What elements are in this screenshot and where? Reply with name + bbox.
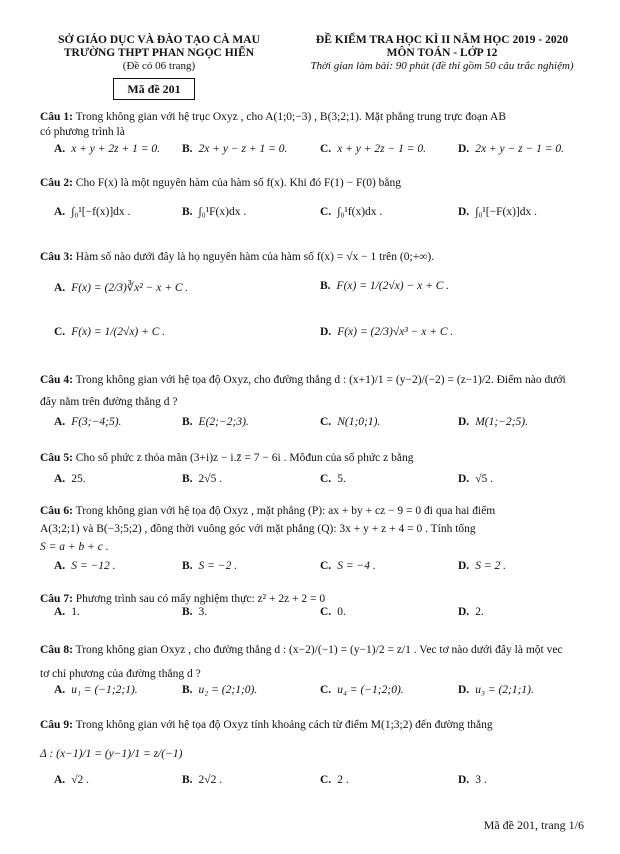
question-4 — [40, 373, 588, 410]
options-q8 — [54, 684, 594, 700]
option-c[interactable]: N(1;0;1). — [337, 416, 381, 428]
options-q9 — [54, 774, 594, 790]
question-label: Câu 5: — [40, 452, 73, 464]
option-c[interactable]: 5. — [337, 473, 346, 485]
option-c[interactable]: F(x) = 1/(2√x) + C . — [71, 326, 166, 338]
option-label: B. — [182, 143, 193, 155]
option-a[interactable]: 25. — [71, 473, 86, 485]
option-d[interactable]: M(1;−2;5). — [475, 416, 528, 428]
department-name: SỞ GIÁO DỤC VÀ ĐÀO TẠO CÀ MAU — [58, 34, 260, 46]
option-label: D. — [458, 684, 470, 696]
question-text: Trong không gian Oxyz , cho đường thẳng d : (x−2)/(−1) = (y−1)/2 = z/1 . Vec tơ nào dưới đây là một vec — [75, 644, 563, 656]
option-label: D. — [458, 560, 470, 572]
option-label: B. — [182, 416, 193, 428]
question-9 — [40, 718, 588, 762]
question-text-line2: có phương trình là — [40, 126, 125, 138]
time-note: Thời gian làm bài: 90 phút (đề thi gồm 50 câu trắc nghiệm) — [310, 60, 574, 72]
option-label: C. — [320, 774, 332, 786]
question-text: Trong không gian với hệ trục Oxyz , cho A(1;0;−3) , B(3;2;1). Mặt phẳng trung trực đoạn AB — [75, 111, 506, 123]
options-q7 — [54, 606, 594, 622]
question-text: Cho F(x) là một nguyên hàm của hàm số f(x). Khi đó F(1) − F(0) bằng — [75, 177, 402, 189]
option-label: C. — [320, 206, 332, 218]
option-a[interactable]: F(x) = (2/3)∛x² − x + C . — [71, 282, 189, 294]
question-label: Câu 1: — [40, 111, 73, 123]
question-text-line2: A(3;2;1) và B(−3;5;2) , đồng thời vuông góc với mặt phẳng (Q): 3x + y + z + 4 = 0 . Tính tổng — [40, 523, 476, 535]
option-label: A. — [54, 606, 66, 618]
option-b[interactable]: 3. — [198, 606, 208, 618]
option-d[interactable]: F(x) = (2/3)√x³ − x + C . — [337, 326, 454, 338]
question-label: Câu 9: — [40, 719, 73, 731]
option-d[interactable]: 2. — [475, 606, 484, 618]
question-text: Trong không gian với hệ tọa độ Oxyz , mặt phẳng (P): ax + by + cz − 9 = 0 đi qua hai điểm — [75, 505, 496, 517]
options-q5 — [54, 473, 594, 489]
question-text: Hàm số nào dưới đây là họ nguyên hàm của hàm số f(x) = √x − 1 trên (0;+∞). — [75, 251, 435, 263]
options-q2 — [54, 206, 594, 224]
school-name: TRƯỜNG THPT PHAN NGỌC HIỂN — [63, 47, 255, 59]
question-label: Câu 3: — [40, 251, 73, 263]
subject-title: MÔN TOÁN - LỚP 12 — [386, 47, 498, 59]
option-label: A. — [54, 416, 66, 428]
option-label: C. — [54, 326, 66, 338]
option-d[interactable]: √5 . — [475, 473, 493, 485]
option-label: D. — [458, 606, 470, 618]
option-c[interactable]: S = −4 . — [337, 560, 376, 572]
option-label: C. — [320, 560, 332, 572]
question-label: Câu 2: — [40, 177, 73, 189]
option-label: C. — [320, 606, 332, 618]
options-q3-row2 — [54, 326, 594, 344]
option-c[interactable]: ∫₀¹f(x)dx . — [337, 206, 383, 218]
question-1 — [40, 110, 588, 140]
option-label: A. — [54, 473, 66, 485]
question-label: Câu 6: — [40, 505, 73, 517]
question-text: Trong không gian với hệ tọa độ Oxyz, cho đường thẳng d : (x+1)/1 = (y−2)/(−2) = (z−1)/2. Điểm nào dưới — [75, 374, 566, 386]
option-label: B. — [182, 684, 193, 696]
question-text-line3: S = a + b + c . — [40, 541, 109, 553]
option-label: A. — [54, 206, 66, 218]
option-a[interactable]: √2 . — [71, 774, 89, 786]
option-c[interactable]: 0. — [337, 606, 346, 618]
question-text: Cho số phức z thỏa mãn (3+i)z − i.z̄ = 7 − 6i . Môđun của số phức z bằng — [75, 452, 414, 464]
option-b[interactable]: E(2;−2;3). — [198, 416, 249, 428]
option-a[interactable]: F(3;−4;5). — [71, 416, 122, 428]
option-a[interactable]: u₁ = (−1;2;1). — [71, 684, 138, 696]
question-text: Phương trình sau có mấy nghiệm thực: z² + 2z + 2 = 0 — [75, 593, 326, 605]
option-label: D. — [458, 143, 470, 155]
option-c[interactable]: 2 . — [337, 774, 349, 786]
school-header — [34, 34, 284, 73]
question-2 — [40, 176, 588, 191]
question-8 — [40, 643, 588, 682]
option-d[interactable]: 2x + y − z − 1 = 0. — [475, 143, 565, 155]
option-label: A. — [54, 774, 66, 786]
option-label: B. — [182, 473, 193, 485]
option-label: B. — [182, 560, 193, 572]
option-b[interactable]: u₂ = (2;1;0). — [198, 684, 258, 696]
option-b[interactable]: 2x + y − z + 1 = 0. — [198, 143, 288, 155]
option-d[interactable]: ∫₀¹[−F(x)]dx . — [475, 206, 537, 218]
option-label: C. — [320, 684, 332, 696]
question-text-line2: đây nằm trên đường thẳng d ? — [40, 396, 178, 408]
question-5 — [40, 451, 588, 466]
option-d[interactable]: S = 2 . — [475, 560, 506, 572]
option-b[interactable]: ∫₀¹F(x)dx . — [198, 206, 247, 218]
question-text-line2: tơ chỉ phương của đường thẳng d ? — [40, 668, 201, 680]
question-text: Trong không gian với hệ tọa độ Oxyz tính khoảng cách từ điểm M(1;3;2) đến đường thẳng — [75, 719, 493, 731]
option-label: B. — [182, 606, 193, 618]
page-count: (Đề có 06 trang) — [122, 60, 196, 72]
option-label: D. — [458, 206, 470, 218]
option-a[interactable]: S = −12 . — [71, 560, 116, 572]
option-b[interactable]: 2√5 . — [198, 473, 223, 485]
question-6 — [40, 502, 588, 556]
options-q6 — [54, 560, 594, 576]
options-q3-row1 — [54, 280, 594, 298]
option-label: A. — [54, 560, 66, 572]
option-c[interactable]: u₄ = (−1;2;0). — [337, 684, 404, 696]
exam-code-box: Mã đề 201 — [113, 78, 195, 100]
page-footer: Mã đề 201, trang 1/6 — [483, 818, 584, 832]
option-d[interactable]: u₃ = (2;1;1). — [475, 684, 534, 696]
question-3 — [40, 250, 588, 265]
option-label: B. — [182, 774, 193, 786]
option-label: C. — [320, 416, 332, 428]
option-label: A. — [54, 143, 66, 155]
option-b[interactable]: S = −2 . — [198, 560, 238, 572]
exam-header — [282, 34, 602, 73]
option-b[interactable]: 2√2 . — [198, 774, 223, 786]
question-text-line2: Δ : (x−1)/1 = (y−1)/1 = z/(−1) — [40, 748, 183, 760]
question-7 — [40, 592, 588, 607]
option-c[interactable]: x + y + 2z − 1 = 0. — [337, 143, 427, 155]
question-label: Câu 4: — [40, 374, 73, 386]
option-d[interactable]: 3 . — [475, 774, 487, 786]
option-label: C. — [320, 143, 332, 155]
option-a[interactable]: 1. — [71, 606, 80, 618]
option-label: A. — [54, 282, 66, 294]
question-label: Câu 7: — [40, 593, 73, 605]
question-label: Câu 8: — [40, 644, 73, 656]
exam-title: ĐỀ KIỂM TRA HỌC KÌ II NĂM HỌC 2019 - 2020 — [315, 34, 569, 46]
option-label: B. — [182, 206, 193, 218]
option-a[interactable]: ∫₀¹[−f(x)]dx . — [71, 206, 131, 218]
option-label: D. — [458, 774, 470, 786]
options-q4 — [54, 416, 594, 432]
option-label: A. — [54, 684, 66, 696]
option-b[interactable]: F(x) = 1/(2√x) − x + C . — [336, 280, 450, 292]
option-label: D. — [458, 416, 470, 428]
options-q1 — [54, 143, 594, 159]
option-label: D. — [320, 326, 332, 338]
option-label: B. — [320, 280, 331, 292]
option-label: D. — [458, 473, 470, 485]
option-label: C. — [320, 473, 332, 485]
option-a[interactable]: x + y + 2z + 1 = 0. — [71, 143, 161, 155]
